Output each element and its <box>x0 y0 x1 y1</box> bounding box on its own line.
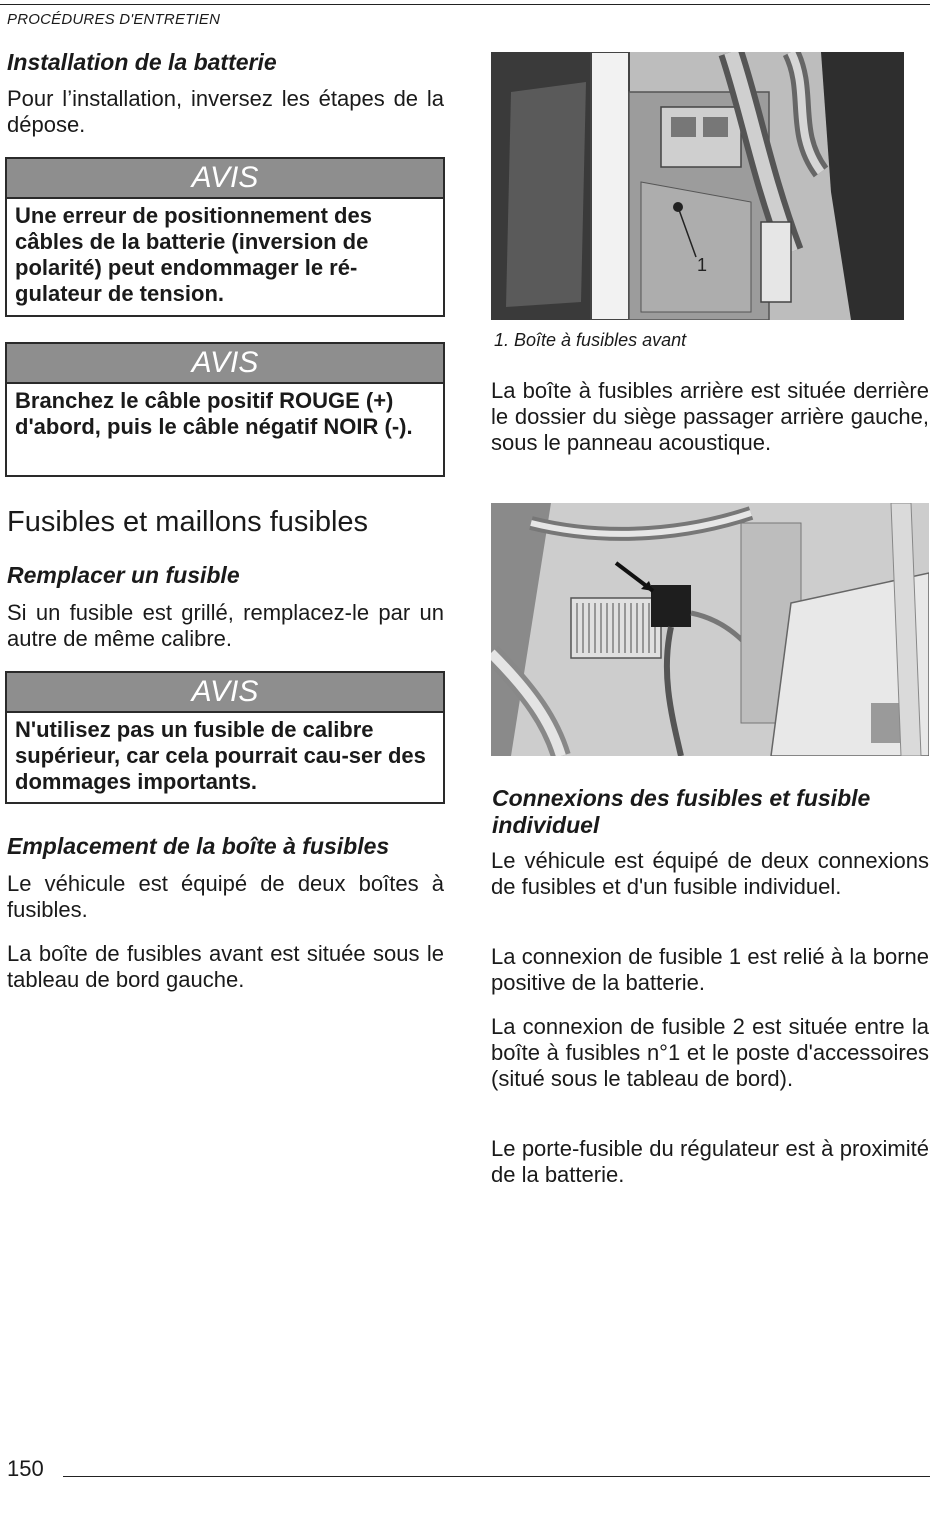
section-header: PROCÉDURES D'ENTRETIEN <box>7 11 221 28</box>
replace-text: Si un fusible est grillé, remplacez-le par un autre de même calibre. <box>7 600 444 651</box>
install-text: Pour l’installation, inversez les étapes de la dépose. <box>7 86 444 137</box>
footer-rule <box>63 1476 930 1477</box>
rear-fuse-box-photo <box>491 503 929 756</box>
replace-title: Remplacer un fusible <box>7 562 240 588</box>
notice-text: Une erreur de positionnement des câbles de la batterie (inversion de polarité) peut endommager le ré-gulateur de tension. <box>15 203 372 306</box>
location-title: Emplacement de la boîte à fusibles <box>7 833 390 859</box>
connections-text-4: Le porte-fusible du régulateur est à proximité de la batterie. <box>491 1136 929 1187</box>
figure-callout: 1 <box>697 255 708 275</box>
connections-text-3: La connexion de fusible 2 est située entre la boîte à fusibles n°1 et le poste d'accessoires (situé sous le tableau de bord). <box>491 1014 929 1091</box>
rear-fuse-text: La boîte à fusibles arrière est située derrière le dossier du siège passager arrière gauche, sous le panneau acoustique. <box>491 378 929 455</box>
header-rule <box>0 4 930 5</box>
connections-title: Connexions des fusibles et fusible individuel <box>492 785 871 838</box>
notice-text: N'utilisez pas un fusible de calibre supérieur, car cela pourrait cau-ser des dommages importants. <box>15 717 426 794</box>
connections-text-1: Le véhicule est équipé de deux connexions de fusibles et d'un fusible individuel. <box>491 848 929 899</box>
figure-caption: 1. Boîte à fusibles avant <box>494 330 687 350</box>
notice-box-2 <box>5 342 445 477</box>
page-number: 150 <box>7 1456 44 1481</box>
notice-text: Branchez le câble positif ROUGE (+) d'abord, puis le câble négatif NOIR (-). <box>15 388 413 439</box>
connections-text-2: La connexion de fusible 1 est relié à la borne positive de la batterie. <box>491 944 929 995</box>
location-text-1: Le véhicule est équipé de deux boîtes à fusibles. <box>7 871 444 922</box>
install-title: Installation de la batterie <box>7 49 277 75</box>
notice-box-3 <box>5 671 445 804</box>
notice-box-1 <box>5 157 445 317</box>
section-title: Fusibles et maillons fusibles <box>7 506 369 538</box>
notice-heading: AVIS <box>7 159 443 199</box>
location-text-2: La boîte de fusibles avant est située sous le tableau de bord gauche. <box>7 941 444 992</box>
notice-heading: AVIS <box>7 344 443 384</box>
front-fuse-box-photo <box>491 52 904 320</box>
notice-heading: AVIS <box>7 673 443 713</box>
